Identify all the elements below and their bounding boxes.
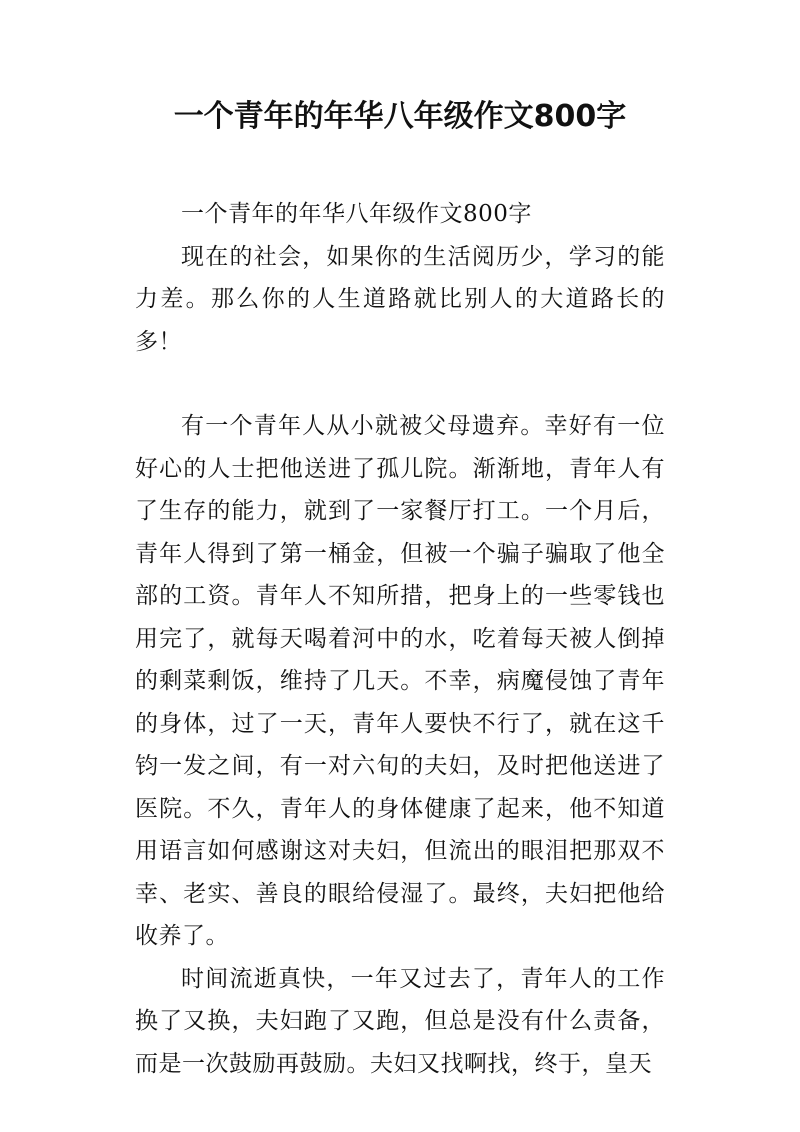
- paragraph-subtitle: 一个青年的年华八年级作文800字: [181, 201, 532, 227]
- document-title: 一个青年的年华八年级作文800字: [173, 99, 627, 134]
- paragraph-story: 有一个青年人从小就被父母遗弃。幸好有一位好心的人士把他送进了孤儿院。渐渐地，青年人有了生存的能力，就到了一家餐厅打工。一个月后，青年人得到了第一桶金，但被一个骗子骗取了他全部的工资。青年人不知所措，把身上的一些零钱也用完了，就每天喝着河中的水，吃着每天被人倒掉的剩菜剩饭，维持了几天。不幸，病魔侵蚀了青年的身体，过了一天，青年人要快不行了，就在这千钧一发之间，有一对六旬的夫妇，及时把他送进了医院。不久，青年人的身体健康了起来，他不知道用语言如何感谢这对夫妇，但流出的眼泪把那双不幸、老实、善良的眼给侵湿了。最终，夫妇把他给收养了。: [135, 413, 665, 949]
- document-body: [135, 193, 665, 1085]
- paragraph-intro: 现在的社会，如果你的生活阅历少，学习的能力差。那么你的人生道路就比别人的大道路长的多！: [135, 243, 665, 355]
- paragraph-continuation: 时间流逝真快，一年又过去了，青年人的工作换了又换，夫妇跑了又跑，但总是没有什么责备，而是一次鼓励再鼓励。夫妇又找啊找，终于，皇天: [135, 965, 665, 1077]
